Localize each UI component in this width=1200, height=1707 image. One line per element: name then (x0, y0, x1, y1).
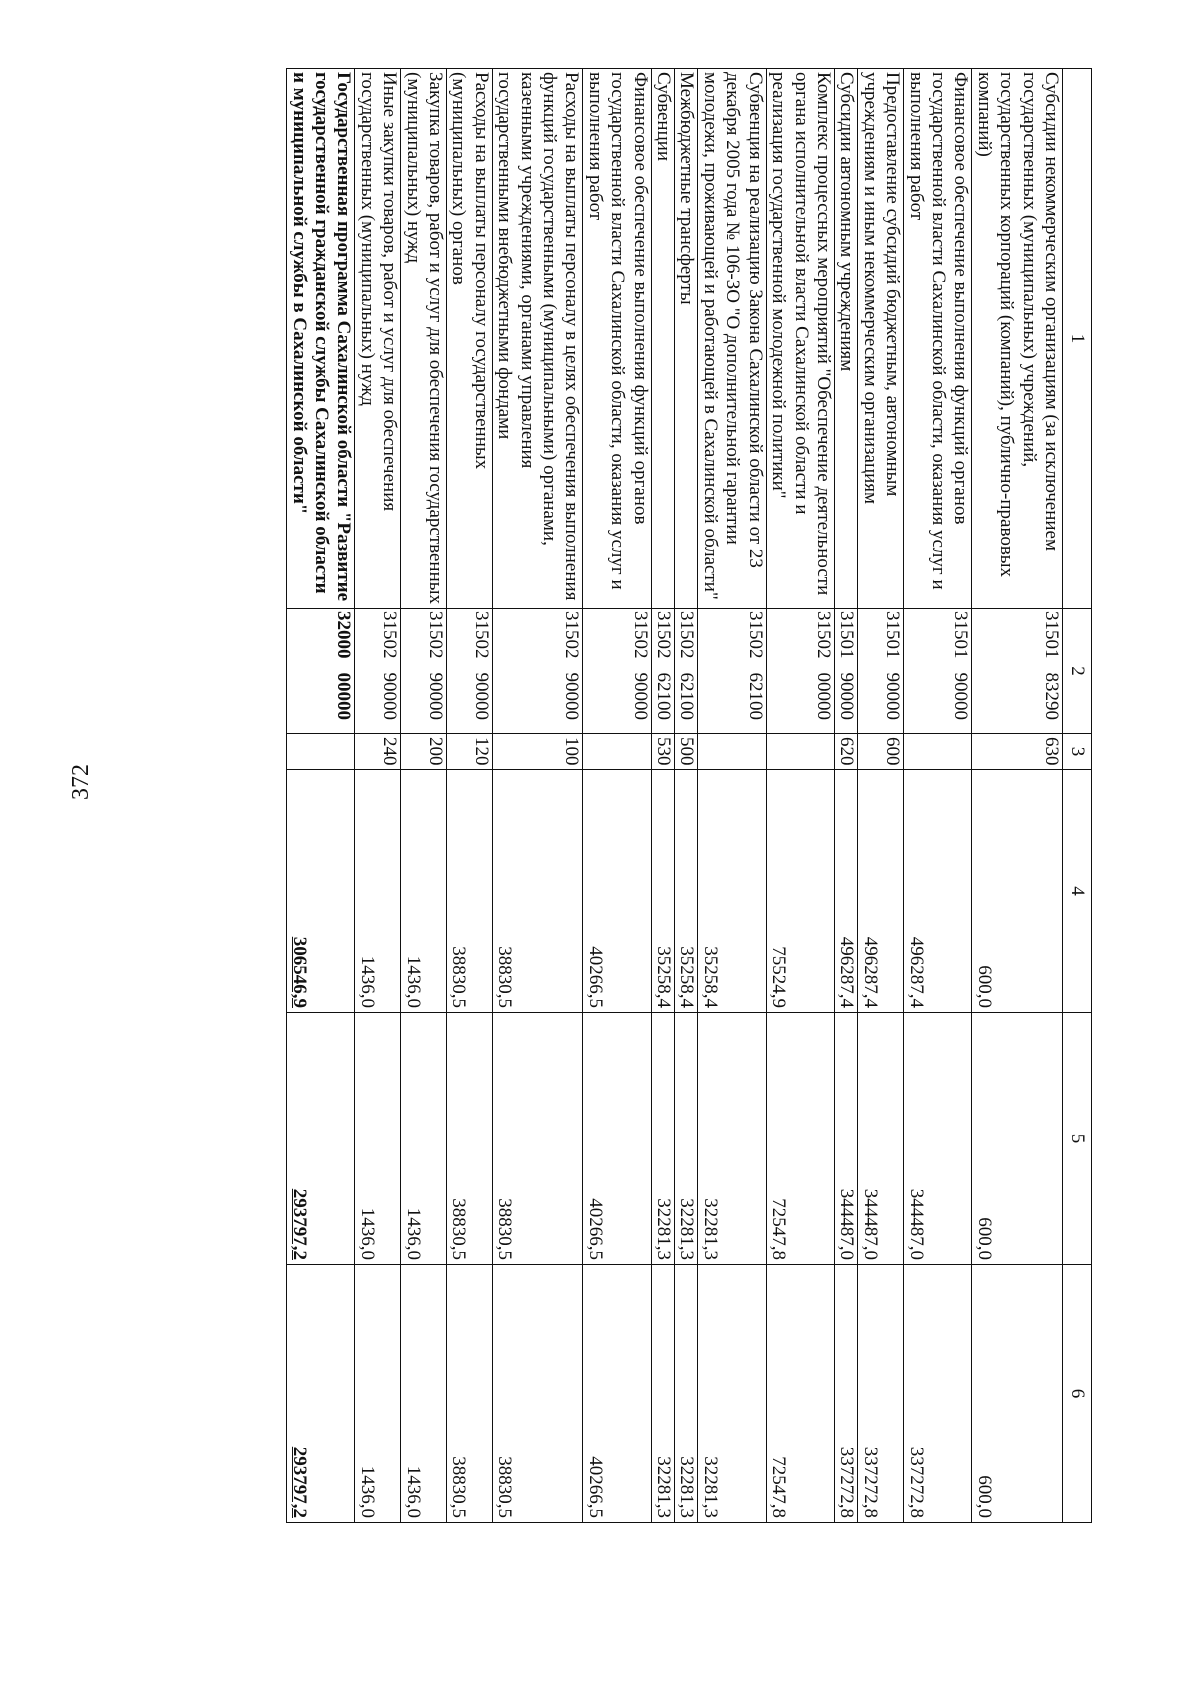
target-code-direction: 62100 (698, 671, 766, 734)
row-name: Закупка товаров, работ и услуг для обеспечения государственных (муниципальных) нужд (401, 69, 447, 609)
table-row (447, 69, 493, 1523)
target-code-direction: 00000 (766, 671, 834, 734)
target-code-program: 31502 (401, 609, 447, 671)
target-code-program: 31501 (972, 609, 1063, 671)
table-row (904, 69, 972, 1523)
row-name: Финансовое обеспечение выполнения функций органов государственной власти Сахалинской области, оказания услуг и выполнения работ (904, 69, 972, 609)
amount-col5: 600,0 (972, 1013, 1063, 1265)
expense-type-code: 200 (401, 734, 447, 770)
amount-col6: 38830,5 (492, 1265, 583, 1523)
amount-col6: 32281,3 (675, 1265, 698, 1523)
target-code-direction: 90000 (904, 671, 972, 734)
target-code-program: 31502 (766, 609, 834, 671)
amount-col4: 35258,4 (675, 770, 698, 1013)
target-code-direction: 90000 (858, 671, 904, 734)
amount-col5: 38830,5 (447, 1013, 493, 1265)
page-number: 372 (68, 764, 94, 800)
target-code-program: 31502 (583, 609, 651, 671)
amount-col5: 40266,5 (583, 1013, 651, 1265)
table-row (766, 69, 834, 1523)
amount-col6: 1436,0 (401, 1265, 447, 1523)
target-code-direction: 90000 (401, 671, 447, 734)
expense-type-code: 620 (834, 734, 857, 770)
amount-col4: 496287,4 (904, 770, 972, 1013)
target-code-direction: 90000 (492, 671, 583, 734)
row-name: Финансовое обеспечение выполнения функций органов государственной власти Сахалинской области, оказания услуг и выполнения работ (583, 69, 651, 609)
amount-col4: 496287,4 (858, 770, 904, 1013)
table-row (972, 69, 1063, 1523)
col-header-4: 4 (1063, 770, 1092, 1013)
amount-col6: 293797,2 (287, 1265, 355, 1523)
amount-col4: 306546,9 (287, 770, 355, 1013)
target-code-direction: 90000 (583, 671, 651, 734)
target-code-program: 31502 (447, 609, 493, 671)
amount-col4: 38830,5 (447, 770, 493, 1013)
row-name: Иные закупки товаров, работ и услуг для обеспечения государственных (муниципальных) нужд (355, 69, 401, 609)
target-code-direction: 62100 (651, 671, 674, 734)
amount-col6: 32281,3 (651, 1265, 674, 1523)
target-code-program: 31501 (858, 609, 904, 671)
target-code-program: 31501 (834, 609, 857, 671)
row-name: Государственная программа Сахалинской области "Развитие государственной гражданской службы Сахалинской области и муниципальной службы в Сахалинской области" (287, 69, 355, 609)
amount-col5: 344487,0 (858, 1013, 904, 1265)
amount-col6: 32281,3 (698, 1265, 766, 1523)
target-code-direction: 90000 (834, 671, 857, 734)
amount-col5: 32281,3 (698, 1013, 766, 1265)
expense-type-code: 630 (972, 734, 1063, 770)
amount-col6: 1436,0 (355, 1265, 401, 1523)
row-name: Субвенции (651, 69, 674, 609)
amount-col4: 38830,5 (492, 770, 583, 1013)
expense-type-code (698, 734, 766, 770)
expense-type-code: 100 (492, 734, 583, 770)
row-name: Комплекс процессных мероприятий "Обеспечение деятельности органа исполнительной власти Сахалинской области и реализация государственной молодежной политики" (766, 69, 834, 609)
amount-col6: 600,0 (972, 1265, 1063, 1523)
amount-col5: 38830,5 (492, 1013, 583, 1265)
table-body (287, 69, 1063, 1523)
col-header-2: 2 (1063, 609, 1092, 734)
amount-col4: 1436,0 (401, 770, 447, 1013)
expense-type-code (904, 734, 972, 770)
table-row (401, 69, 447, 1523)
amount-col4: 40266,5 (583, 770, 651, 1013)
budget-table-container (114, 68, 1092, 1522)
col-header-6: 6 (1063, 1265, 1092, 1523)
expense-type-code (287, 734, 355, 770)
table-row (583, 69, 651, 1523)
target-code-direction: 62100 (675, 671, 698, 734)
table-row (834, 69, 857, 1523)
target-code-direction: 83290 (972, 671, 1063, 734)
row-name: Субсидии некоммерческим организациям (за исключением государственных (муниципальных) учреждений, государственных корпораций (компаний), публично-правовых компаний) (972, 69, 1063, 609)
amount-col6: 40266,5 (583, 1265, 651, 1523)
expense-type-code: 240 (355, 734, 401, 770)
target-code-direction: 00000 (287, 671, 355, 734)
amount-col5: 32281,3 (651, 1013, 674, 1265)
table-row (651, 69, 674, 1523)
expense-type-code (766, 734, 834, 770)
target-code-program: 31502 (492, 609, 583, 671)
target-code-program: 31501 (904, 609, 972, 671)
amount-col5: 72547,8 (766, 1013, 834, 1265)
table-row (858, 69, 904, 1523)
target-code-direction: 90000 (355, 671, 401, 734)
row-name: Расходы на выплаты персоналу в целях обеспечения выполнения функций государственными (муниципальными) органами, казенными учреждениями, органами управления государственными внебюджетными фондами (492, 69, 583, 609)
col-header-3: 3 (1063, 734, 1092, 770)
expense-type-code: 120 (447, 734, 493, 770)
table-row (698, 69, 766, 1523)
amount-col5: 1436,0 (401, 1013, 447, 1265)
amount-col6: 337272,8 (904, 1265, 972, 1523)
target-code-program: 31502 (651, 609, 674, 671)
amount-col5: 1436,0 (355, 1013, 401, 1265)
amount-col4: 35258,4 (651, 770, 674, 1013)
expense-type-code: 600 (858, 734, 904, 770)
total-row (287, 69, 355, 1523)
expense-type-code: 530 (651, 734, 674, 770)
table-row (355, 69, 401, 1523)
header-row (1063, 69, 1092, 1523)
amount-col6: 337272,8 (858, 1265, 904, 1523)
col-header-5: 5 (1063, 1013, 1092, 1265)
amount-col4: 35258,4 (698, 770, 766, 1013)
amount-col4: 496287,4 (834, 770, 857, 1013)
amount-col4: 1436,0 (355, 770, 401, 1013)
target-code-program: 31502 (675, 609, 698, 671)
row-name: Предоставление субсидий бюджетным, автономным учреждениям и иным некоммерческим организациям (858, 69, 904, 609)
expense-type-code (583, 734, 651, 770)
amount-col5: 293797,2 (287, 1013, 355, 1265)
amount-col5: 344487,0 (834, 1013, 857, 1265)
col-header-1: 1 (1063, 69, 1092, 609)
amount-col4: 600,0 (972, 770, 1063, 1013)
amount-col6: 337272,8 (834, 1265, 857, 1523)
table-row (675, 69, 698, 1523)
amount-col5: 32281,3 (675, 1013, 698, 1265)
target-code-program: 31502 (355, 609, 401, 671)
expense-type-code: 500 (675, 734, 698, 770)
row-name: Межбюджетные трансферты (675, 69, 698, 609)
budget-table (286, 68, 1092, 1523)
table-row (492, 69, 583, 1523)
row-name: Расходы на выплаты персоналу государственных (муниципальных) органов (447, 69, 493, 609)
amount-col6: 72547,8 (766, 1265, 834, 1523)
amount-col6: 38830,5 (447, 1265, 493, 1523)
row-name: Субвенция на реализацию Закона Сахалинской области от 23 декабря 2005 года № 106-ЗО "О дополнительной гарантии молодежи, проживающей и работающей в Сахалинской области" (698, 69, 766, 609)
row-name: Субсидии автономным учреждениям (834, 69, 857, 609)
target-code-program: 31502 (698, 609, 766, 671)
target-code-direction: 90000 (447, 671, 493, 734)
amount-col5: 344487,0 (904, 1013, 972, 1265)
target-code-program: 32000 (287, 609, 355, 671)
amount-col4: 75524,9 (766, 770, 834, 1013)
